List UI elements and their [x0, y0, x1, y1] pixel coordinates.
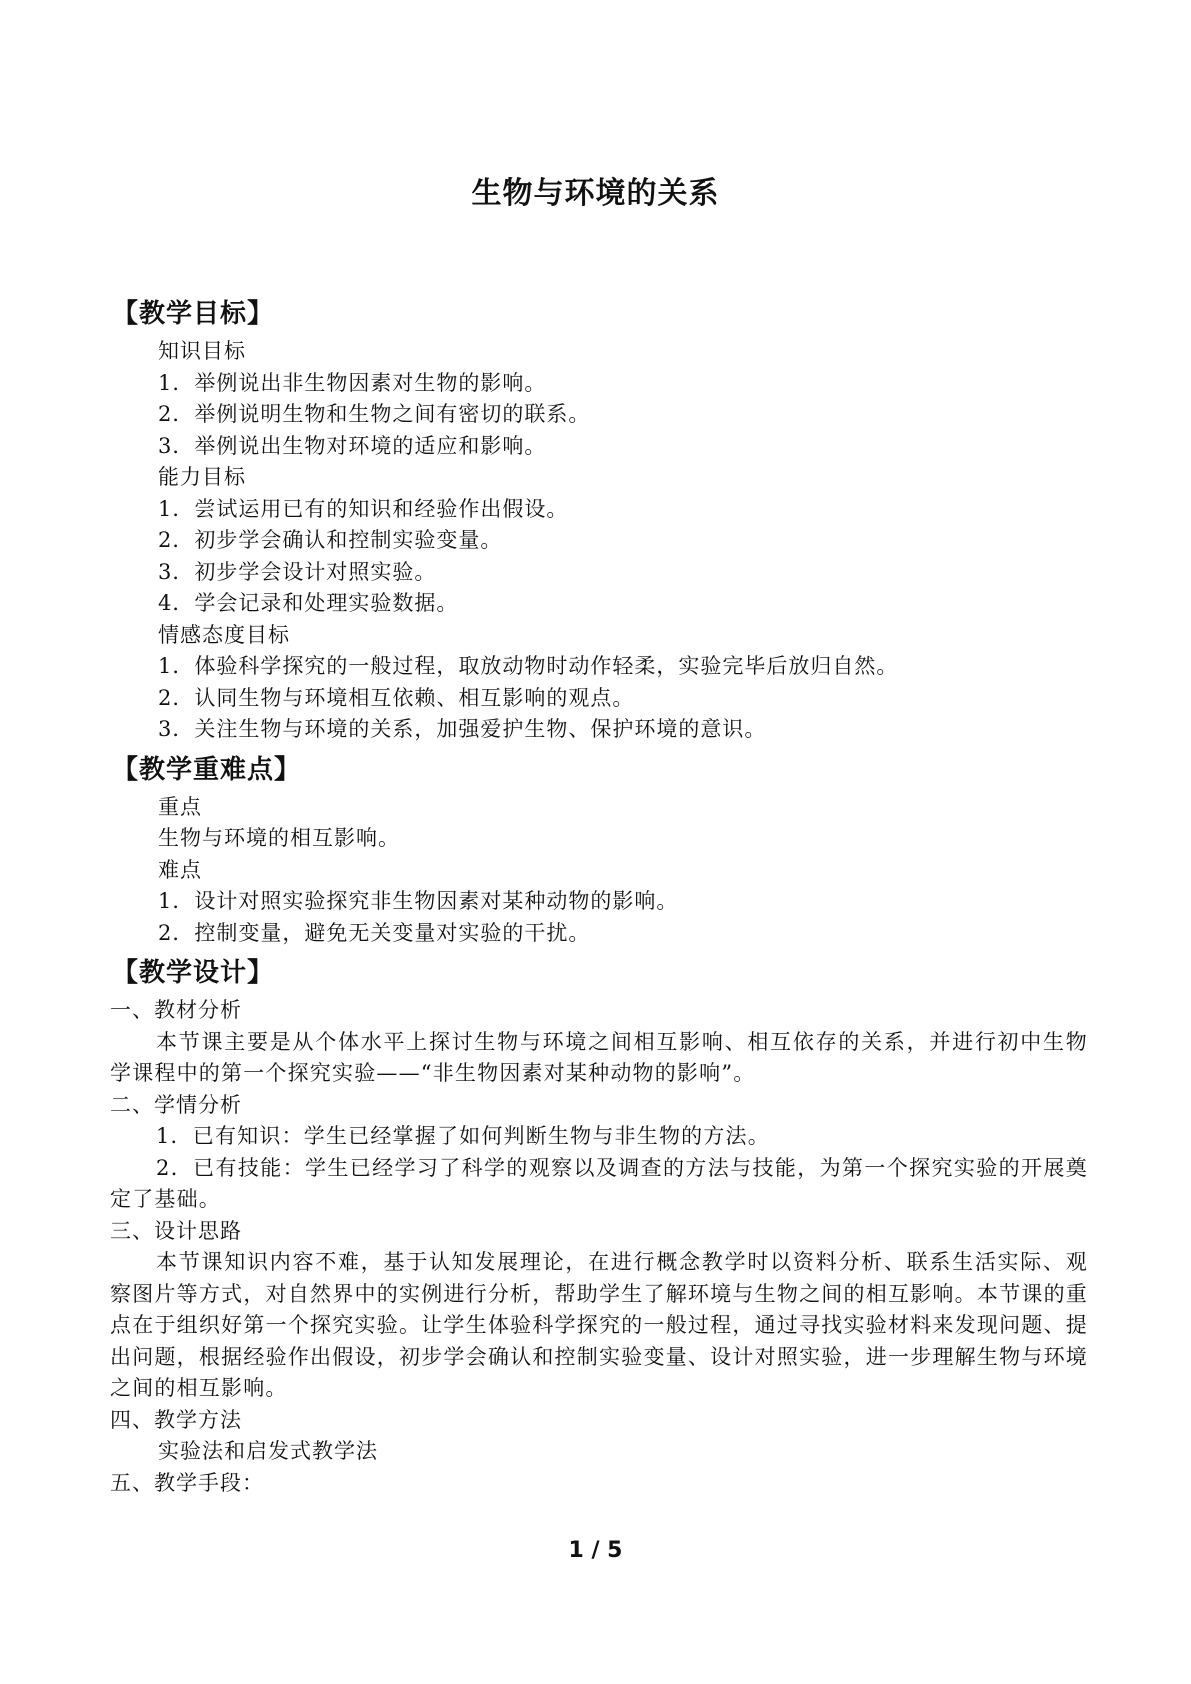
- list-item: 2．认同生物与环境相互依赖、相互影响的观点。: [158, 685, 635, 710]
- method-text: 实验法和启发式教学法: [158, 1439, 378, 1463]
- paragraph-students-knowledge: 1．已有知识：学生已经掌握了如何判断生物与非生物的方法。: [156, 1124, 770, 1148]
- key-text: 生物与环境的相互影响。: [158, 826, 400, 850]
- subheading-means: 五、教学手段：: [110, 1470, 264, 1495]
- paragraph-materials: 本节课主要是从个体水平上探讨生物与环境之间相互影响、相互依存的关系，并进行初中生物学课程中的第一个探究实验——“非生物因素对某种动物的影响”。: [110, 1029, 1088, 1085]
- list-item: 1．体验科学探究的一般过程，取放动物时动作轻柔，实验完毕后放归自然。: [158, 654, 899, 678]
- list-item: 4．学会记录和处理实验数据。: [158, 591, 459, 615]
- paragraph-idea: 本节课知识内容不难，基于认知发展理论，在进行概念教学时以资料分析、联系生活实际、观察图片等方式，对自然界中的实例进行分析，帮助学生了解环境与生物之间的相互影响。本节课的重点在于组织好第一个探究实验。让学生体验科学探究的一般过程，通过寻找实验材料来发现问题、提出问题，根据经验作出假设，初步学会确认和控制实验变量、设计对照实验，进一步理解生物与环境之间的相互影响。: [110, 1250, 1088, 1400]
- subheading-method: 四、教学方法: [110, 1407, 242, 1432]
- paragraph-students-skills: 2．已有技能：学生已经学习了科学的观察以及调查的方法与技能，为第一个探究实验的开展奠定了基础。: [110, 1155, 1088, 1211]
- subheading-students: 二、学情分析: [110, 1092, 242, 1117]
- subheading-emotion: 情感态度目标: [158, 622, 290, 647]
- subheading-idea: 三、设计思路: [110, 1218, 242, 1243]
- list-item: 1．尝试运用已有的知识和经验作出假设。: [158, 496, 569, 521]
- list-item: 3．举例说出生物对环境的适应和影响。: [158, 433, 547, 458]
- subheading-knowledge: 知识目标: [158, 339, 246, 363]
- list-item: 2．控制变量，避免无关变量对实验的干扰。: [158, 920, 591, 945]
- list-item: 2．举例说明生物和生物之间有密切的联系。: [158, 402, 591, 426]
- subheading-difficult: 难点: [158, 857, 202, 882]
- subheading-materials: 一、教材分析: [110, 998, 242, 1022]
- list-item: 1．设计对照实验探究非生物因素对某种动物的影响。: [158, 889, 679, 913]
- list-item: 3．关注生物与环境的关系，加强爱护生物、保护环境的意识。: [158, 717, 767, 741]
- page-indicator: 1 / 5: [568, 1538, 623, 1563]
- list-item: 3．初步学会设计对照实验。: [158, 559, 437, 584]
- document-body: [110, 290, 1088, 1499]
- list-item: 2．初步学会确认和控制实验变量。: [158, 528, 503, 552]
- subheading-key: 重点: [158, 794, 202, 819]
- subheading-ability: 能力目标: [158, 465, 246, 489]
- section-heading-objectives: 【教学目标】: [112, 299, 275, 329]
- section-heading-keypoints: 【教学重难点】: [112, 754, 302, 785]
- page-title: 生物与环境的关系: [471, 176, 720, 211]
- section-heading-design: 【教学设计】: [112, 958, 275, 988]
- list-item: 1．举例说出非生物因素对生物的影响。: [158, 370, 547, 395]
